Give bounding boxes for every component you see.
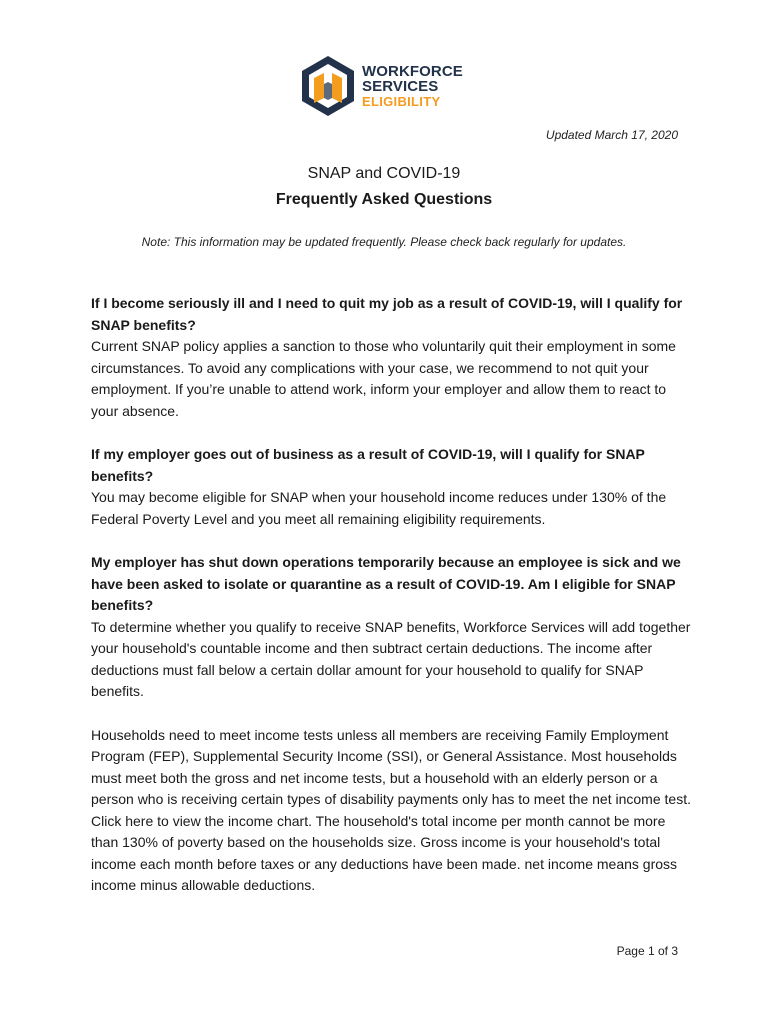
spacer (91, 422, 691, 444)
update-note: Note: This information may be updated frequently. Please check back regularly for updates. (141, 235, 627, 249)
document-subtitle: Frequently Asked Questions (275, 191, 493, 208)
logo-line-services: SERVICES (362, 77, 439, 95)
faq-content (91, 293, 691, 897)
workforce-services-logo (300, 54, 463, 118)
faq-question-1: If I become seriously ill and I need to quit my job as a result of COVID-19, will I qualify for SNAP benefits? (91, 295, 683, 333)
spacer (91, 703, 691, 725)
spacer (91, 530, 691, 552)
updated-date: Updated March 17, 2020 (545, 128, 678, 142)
income-tests-paragraph: Households need to meet income tests unless all members are receiving Family Employment Program (FEP), Supplemental Security Income (SSI), or General Assistance. Most households must meet both the gross and net income tests, but a household with an elderly person or a person who is receiving certain types of disability payments only has to meet the net income test. Click here to view the income chart. The household's total income per month cannot be more than 130% of poverty based on the households size. Gross income is your household's total income each month before taxes or any deductions have been made. net income means gross income minus allowable deductions. (91, 726, 691, 893)
logo-wordmark (362, 64, 463, 109)
faq-answer-2: You may become eligible for SNAP when your household income reduces under 130% of the Federal Poverty Level and you meet all remaining eligibility requirements. (91, 489, 667, 527)
faq-question-3: My employer has shut down operations temporarily because an employee is sick and we have been asked to isolate or quarantine as a result of COVID-19. Am I eligible for SNAP benefits? (91, 554, 681, 613)
document-title: SNAP and COVID-19 (307, 165, 461, 182)
page-number: Page 1 of 3 (616, 944, 678, 958)
faq-question-2: If my employer goes out of business as a result of COVID-19, will I qualify for SNAP benefits? (91, 446, 645, 484)
logo-line-workforce: WORKFORCE (362, 62, 463, 80)
faq-answer-1: Current SNAP policy applies a sanction to those who voluntarily quit their employment in some circumstances. To avoid any complications with your case, we recommend to not quit your employment. If you’re unable to attend work, inform your employer and allow them to react to your absence. (91, 338, 676, 419)
logo-line-eligibility: ELIGIBILITY (362, 93, 441, 109)
faq-answer-3: To determine whether you qualify to receive SNAP benefits, Workforce Services will add together your household's countable income and then subtract certain deductions. The income after deductions must fall below a certain dollar amount for your household to qualify for SNAP benefits. (91, 618, 691, 699)
logo-mark-icon (300, 54, 356, 118)
